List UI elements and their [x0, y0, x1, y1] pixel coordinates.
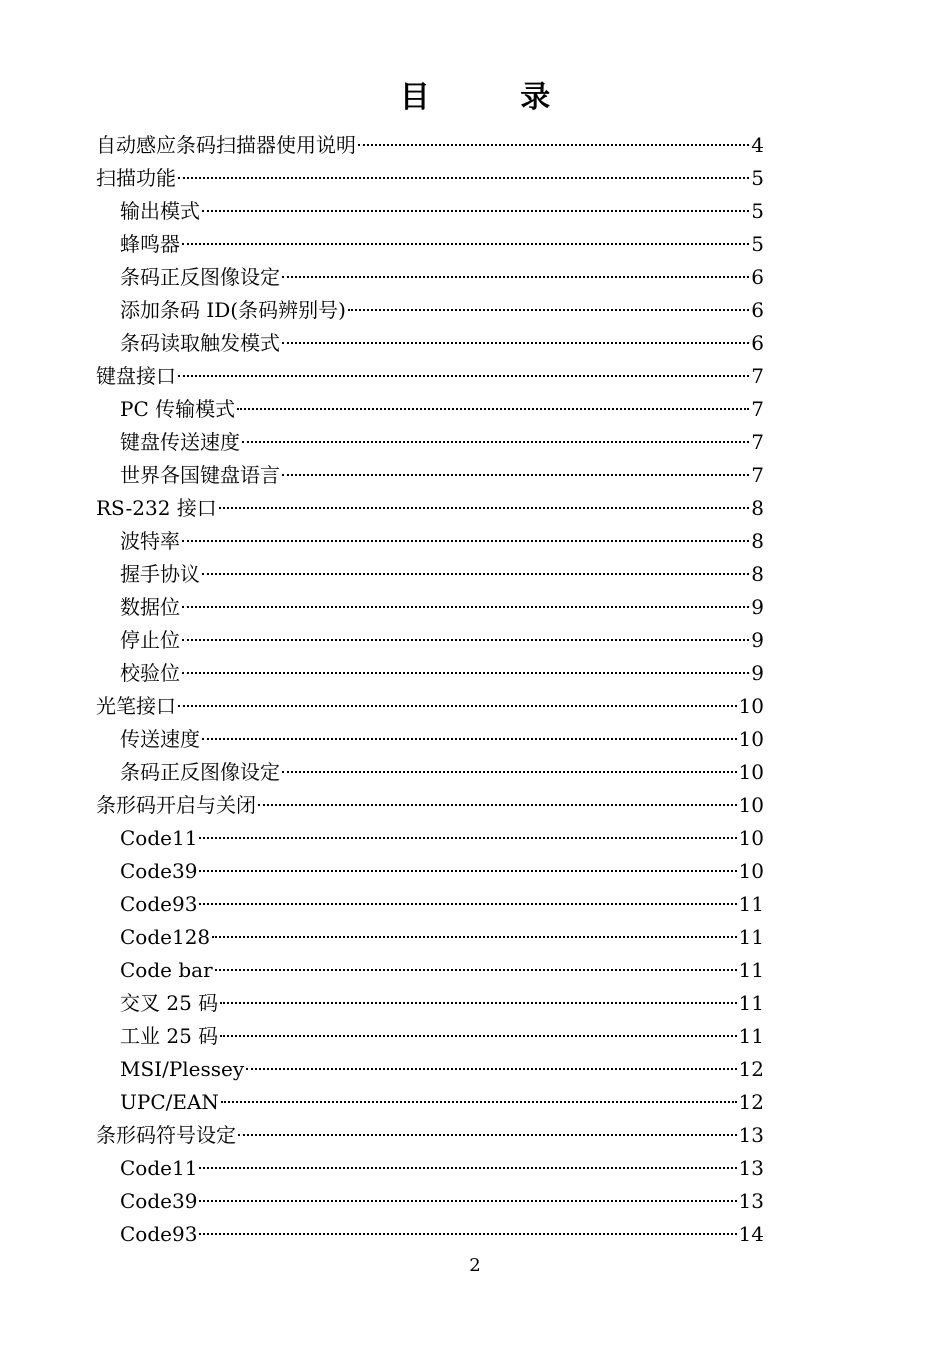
toc-entry-page: 10: [738, 727, 764, 751]
toc-entry-text: Code39: [120, 1189, 198, 1213]
dot-leader: [199, 870, 736, 872]
toc-entry-page: 8: [751, 496, 764, 520]
toc-entry-page: 10: [738, 694, 764, 718]
toc-entry-page: 11: [738, 958, 764, 982]
dot-leader: [199, 1200, 736, 1202]
dot-leader: [182, 243, 749, 245]
toc-entry[interactable]: [96, 162, 764, 195]
toc-entry-text: Code39: [120, 859, 198, 883]
dot-leader: [220, 1035, 736, 1037]
dot-leader: [242, 441, 749, 443]
toc-entry-text: RS-232 接口: [96, 496, 217, 520]
toc-entry-page: 6: [751, 331, 764, 355]
toc-entry[interactable]: [96, 624, 764, 657]
toc-entry-text: 自动感应条码扫描器使用说明: [96, 133, 356, 157]
toc-entry-page: 9: [751, 595, 764, 619]
toc-entry-page: 7: [751, 397, 764, 421]
toc-entry-page: 7: [751, 364, 764, 388]
toc-entry[interactable]: [96, 723, 764, 756]
dot-leader: [212, 936, 736, 938]
dot-leader: [199, 837, 736, 839]
dot-leader: [199, 1167, 736, 1169]
toc-entry-text: Code bar: [120, 958, 213, 982]
toc-entry[interactable]: [96, 1218, 764, 1251]
toc-entry[interactable]: [96, 789, 764, 822]
dot-leader: [246, 1068, 736, 1070]
toc-title: 目 录: [399, 80, 591, 115]
toc-entry[interactable]: [96, 1086, 764, 1119]
dot-leader: [282, 474, 749, 476]
dot-leader: [219, 507, 749, 509]
toc-entry-text: 添加条码 ID(条码辨别号): [120, 298, 346, 322]
toc-entry[interactable]: [96, 921, 764, 954]
dot-leader: [237, 408, 749, 410]
toc-entry-text: 握手协议: [120, 562, 200, 586]
toc-entry-page: 11: [738, 892, 764, 916]
toc-entry-page: 6: [751, 265, 764, 289]
dot-leader: [202, 738, 737, 740]
dot-leader: [199, 903, 736, 905]
dot-leader: [358, 144, 749, 146]
toc-entry[interactable]: [96, 690, 764, 723]
toc-entry-text: 世界各国键盘语言: [120, 463, 280, 487]
toc-entry[interactable]: [96, 657, 764, 690]
toc-entry[interactable]: [96, 426, 764, 459]
toc-entry[interactable]: [96, 987, 764, 1020]
toc-entry[interactable]: [96, 261, 764, 294]
toc-entry-text: 扫描功能: [96, 166, 176, 190]
toc-entry-page: 11: [738, 925, 764, 949]
dot-leader: [182, 606, 749, 608]
toc-entry-text: Code93: [120, 1222, 198, 1246]
dot-leader: [178, 705, 737, 707]
toc-entry-page: 11: [738, 1024, 764, 1048]
toc-entry-page: 10: [738, 760, 764, 784]
toc-entry-page: 11: [738, 991, 764, 1015]
toc-entry[interactable]: [96, 360, 764, 393]
toc-entry-page: 10: [738, 826, 764, 850]
toc-entry-page: 5: [751, 199, 764, 223]
toc-entry-text: 传送速度: [120, 727, 200, 751]
dot-leader: [202, 573, 749, 575]
toc-entry-text: PC 传输模式: [120, 397, 236, 421]
toc-entry-text: 波特率: [120, 529, 180, 553]
dot-leader: [182, 639, 749, 641]
toc-entry-text: 条形码开启与关闭: [96, 793, 256, 817]
table-of-contents: [96, 129, 764, 1251]
dot-leader: [258, 804, 737, 806]
dot-leader: [282, 771, 737, 773]
toc-entry-page: 5: [751, 232, 764, 256]
toc-entry-page: 13: [738, 1123, 764, 1147]
toc-entry[interactable]: [96, 822, 764, 855]
toc-entry[interactable]: [96, 195, 764, 228]
toc-entry[interactable]: [96, 129, 764, 162]
toc-entry[interactable]: [96, 1185, 764, 1218]
toc-entry[interactable]: [96, 888, 764, 921]
toc-entry[interactable]: [96, 459, 764, 492]
toc-entry-page: 7: [751, 463, 764, 487]
toc-entry-text: 输出模式: [120, 199, 200, 223]
toc-entry-text: 条码正反图像设定: [120, 265, 280, 289]
toc-entry-text: Code93: [120, 892, 198, 916]
toc-entry-text: 蜂鸣器: [120, 232, 180, 256]
toc-entry-page: 12: [738, 1090, 764, 1114]
toc-entry-text: Code11: [120, 1156, 198, 1180]
dot-leader: [182, 540, 749, 542]
toc-entry-page: 5: [751, 166, 764, 190]
toc-entry-text: Code11: [120, 826, 198, 850]
toc-entry-page: 9: [751, 628, 764, 652]
toc-entry-page: 8: [751, 529, 764, 553]
toc-entry-text: Code128: [120, 925, 211, 949]
dot-leader: [238, 1134, 737, 1136]
toc-entry-page: 12: [738, 1057, 764, 1081]
toc-entry-text: 键盘传送速度: [120, 430, 240, 454]
page-number: 2: [469, 1255, 481, 1276]
dot-leader: [282, 342, 749, 344]
toc-entry[interactable]: [96, 327, 764, 360]
dot-leader: [182, 672, 749, 674]
toc-entry-text: UPC/EAN: [120, 1090, 219, 1114]
toc-entry-text: 键盘接口: [96, 364, 176, 388]
toc-entry-text: 光笔接口: [96, 694, 176, 718]
toc-entry[interactable]: [96, 1020, 764, 1053]
toc-entry[interactable]: [96, 1053, 764, 1086]
toc-entry[interactable]: [96, 558, 764, 591]
toc-entry[interactable]: [96, 294, 764, 327]
toc-entry[interactable]: [96, 492, 764, 525]
toc-entry-text: 数据位: [120, 595, 180, 619]
dot-leader: [220, 1002, 736, 1004]
toc-entry-text: 校验位: [120, 661, 180, 685]
toc-entry-page: 14: [738, 1222, 764, 1246]
toc-entry-text: 条码正反图像设定: [120, 760, 280, 784]
toc-entry[interactable]: [96, 1152, 764, 1185]
toc-entry-page: 10: [738, 793, 764, 817]
toc-entry-text: 条形码符号设定: [96, 1123, 236, 1147]
toc-entry-text: 交叉 25 码: [120, 991, 219, 1015]
toc-entry-page: 8: [751, 562, 764, 586]
toc-entry-text: 停止位: [120, 628, 180, 652]
dot-leader: [215, 969, 737, 971]
toc-entry[interactable]: [96, 393, 764, 426]
toc-entry[interactable]: [96, 228, 764, 261]
toc-entry[interactable]: [96, 591, 764, 624]
toc-entry[interactable]: [96, 1119, 764, 1152]
dot-leader: [282, 276, 749, 278]
dot-leader: [348, 309, 749, 311]
toc-entry-page: 4: [751, 133, 764, 157]
toc-entry[interactable]: [96, 525, 764, 558]
dot-leader: [221, 1101, 737, 1103]
toc-entry-page: 10: [738, 859, 764, 883]
toc-entry-page: 13: [738, 1156, 764, 1180]
toc-entry-page: 7: [751, 430, 764, 454]
toc-entry-page: 6: [751, 298, 764, 322]
dot-leader: [178, 177, 749, 179]
toc-entry-page: 9: [751, 661, 764, 685]
toc-entry-text: 条码读取触发模式: [120, 331, 280, 355]
toc-entry-page: 13: [738, 1189, 764, 1213]
toc-entry[interactable]: [96, 855, 764, 888]
toc-entry-text: MSI/Plessey: [120, 1057, 245, 1081]
dot-leader: [199, 1233, 736, 1235]
toc-entry-text: 工业 25 码: [120, 1024, 219, 1048]
toc-entry[interactable]: [96, 756, 764, 789]
dot-leader: [202, 210, 749, 212]
toc-entry[interactable]: [96, 954, 764, 987]
dot-leader: [178, 375, 749, 377]
